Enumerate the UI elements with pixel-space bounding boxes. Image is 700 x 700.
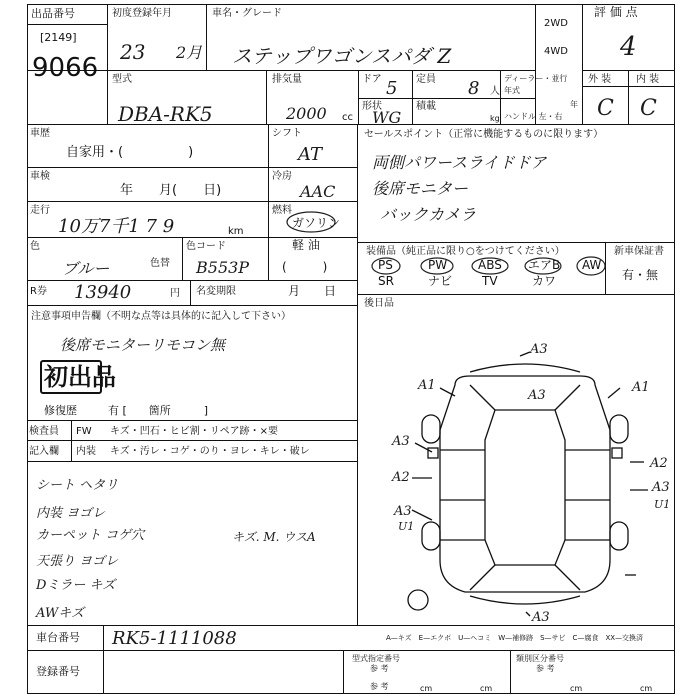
lot-number: 9066 [32,53,99,83]
damage-mark: U1 [654,498,671,511]
exterior-label: 外 装 [588,74,612,85]
interior-value: C [640,96,657,121]
mileage-value: 10万7千1 7 9 [58,216,175,237]
lot-label: 出品番号 [31,7,75,20]
doors-label: ドア [362,74,382,85]
inspector-line: AWキズ [36,606,84,621]
damage-mark: A2 [392,470,410,485]
damage-mark: A3 [392,434,410,449]
r-ticket-label: R券 [30,286,47,297]
inspector-label: 検査員 [29,426,59,437]
chassis-label: 車台番号 [36,631,80,644]
damage-mark: A3 [532,610,550,625]
inspector-row2-items: キズ・汚レ・コゲ・のり・ヨレ・キレ・破レ [110,446,310,457]
grade-label: 評 価 点 [594,5,638,19]
load-unit: kg [490,114,500,123]
inspection-label: 車検 [30,171,50,182]
damage-mark: A3 [652,480,670,495]
equip-leather: カワ [532,274,557,288]
unit-cm-4: cm [640,684,653,693]
doors-value: 5 [386,78,398,99]
ac-value: AAC [300,182,336,201]
load-label: 積載 [416,101,436,112]
model-name-label: 車名・グレード [212,8,282,19]
warranty-value: 有・無 [622,268,659,282]
ref-3: 参 考 [370,682,389,691]
history-value: 自家用・( ) [66,145,194,160]
inspector-line: カーペット コゲ穴 [36,528,145,543]
first-listing-stamp-text: 初出品 [44,363,116,391]
inspector-row2-tag: 内装 [76,446,96,457]
damage-mark: A3 [528,388,546,403]
color-code-label: 色コード [186,241,226,252]
fuel-label: 燃料 [272,205,292,216]
fuel-paren: ( ) [282,260,328,274]
equip-tv: TV [482,274,498,288]
color-value: ブルー [62,259,110,278]
sales-point-line: 両側パワースライドドア [372,153,547,172]
unit-cm-3: cm [570,684,583,693]
notes-label: 注意事項申告欄（不明な点等は具体的に記入して下さい） [31,311,291,322]
model-year-unit: 年 [570,100,578,109]
first-reg-year: 23 [120,40,146,64]
r-ticket-unit: 円 [170,288,180,299]
damage-mark: A3 [530,342,548,357]
grade-value: 4 [620,32,637,62]
first-reg-label: 初度登録年月 [112,8,172,19]
dealer-label: ディーラー・並行 [504,74,568,83]
displacement-unit: cc [342,112,353,123]
color-change-label: 色替 [150,258,170,269]
damage-mark: A2 [650,456,668,471]
inspector-row1-tag: FW [76,426,92,437]
reg-label: 登録番号 [36,665,80,678]
body-value: WG [372,108,402,127]
post-items-label: 後日品 [364,298,394,309]
ac-label: 冷房 [272,171,292,182]
drive-2wd: 2WD [544,18,568,29]
damage-mark: A1 [632,380,650,395]
first-reg-month: 2月 [176,43,203,62]
type-label: 型式 [112,74,132,85]
fuel-gasoline: ガソリン [292,216,341,230]
inspector-line: 内装 ヨゴレ [36,506,106,521]
type-value: DBA-RK5 [118,102,213,126]
handle-label: ハンドル 左・右 [504,112,563,121]
entry-label: 記入欄 [29,446,59,457]
model-year-label: 年式 [504,86,520,95]
damage-mark: A3 [394,504,412,519]
ref-2: 参 考 [536,664,555,673]
history-label: 車歴 [30,128,50,139]
interior-label: 内 装 [636,74,660,85]
type-designation: 型式指定番号 [352,654,400,663]
capacity-unit: 人 [490,86,500,97]
category-number: 類別区分番号 [516,654,564,663]
lot-bracket: [2149] [40,31,77,44]
unit-cm-2: cm [480,684,493,693]
ref-1: 参 考 [370,664,389,673]
equip-pw: PW [428,258,448,272]
inspector-line: シート ヘタリ [36,478,119,493]
damage-mark: U1 [398,520,415,533]
equip-navi: ナビ [428,274,453,288]
equip-ps: PS [378,258,393,272]
drive-4wd: 4WD [544,46,568,57]
mileage-label: 走行 [30,205,50,216]
model-name: ステップワゴンスパダ Z [232,44,452,68]
sales-points-label: セールスポイント（正常に機能するものに限ります） [364,129,604,140]
sales-point-line: 後席モニター [372,179,469,198]
displacement-value: 2000 [286,104,327,123]
name-change-label: 名変期限 [196,286,236,297]
unit-cm-1: cm [420,684,433,693]
inspector-line-extra: キズ. M. ウスA [232,530,316,544]
color-code-value: B553P [196,258,250,277]
repair-value: 有 [ 箇所 ] [108,404,209,417]
fuel-diesel: 軽 油 [292,238,320,252]
equip-airbag: エアB [528,258,561,272]
notes-handwritten: 後席モニターリモコン無 [60,336,226,354]
warranty-label: 新車保証書 [614,246,664,257]
name-change-value: 月 日 [288,284,337,298]
equip-abs: ABS [478,258,502,272]
shift-value: AT [298,144,323,165]
displacement-label: 排気量 [272,74,302,85]
damage-legend: A—キズ E—エクボ U—ヘコミ W—補修跡 S—サビ C—腐食 XX—交換済 [386,634,644,642]
capacity-value: 8 [468,78,480,99]
sales-point-line: バックカメラ [380,205,477,224]
shift-label: シフト [272,128,302,139]
exterior-value: C [597,96,614,121]
inspector-line: 天張り ヨゴレ [36,554,119,569]
mileage-unit: km [228,226,244,237]
inspector-row1-items: キズ・凹石・ヒビ割・リペア跡・×要 [110,426,278,437]
chassis-value: RK5-1111088 [112,628,237,649]
color-label: 色 [30,241,40,252]
capacity-label: 定員 [416,74,436,85]
equipment-label: 装備品（純正品に限り○をつけてください） [366,246,565,257]
inspector-line: Dミラー キズ [36,578,116,593]
body-label: 形状 [362,101,382,112]
inspection-value: 年 月( 日) [120,183,222,198]
repair-label: 修復歴 [44,404,77,417]
equip-aw: AW [582,258,602,272]
equip-sr: SR [378,274,394,288]
damage-mark: A1 [418,378,436,393]
r-ticket-value: 13940 [74,282,132,303]
